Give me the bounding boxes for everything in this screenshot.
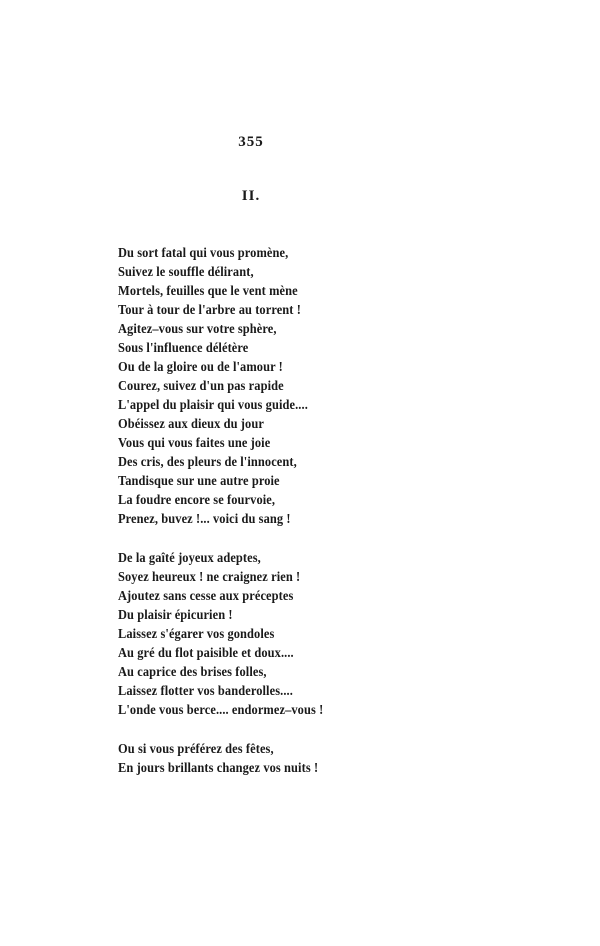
verse-line: Courez, suivez d'un pas rapide	[118, 378, 284, 393]
verse-line: Du plaisir épicurien !	[118, 607, 233, 622]
verse-line: Du sort fatal qui vous promène,	[118, 245, 289, 260]
verse-line: L'onde vous berce.... endormez–vous !	[118, 702, 324, 717]
page-number: 355	[238, 134, 264, 150]
verse-line: L'appel du plaisir qui vous guide....	[118, 397, 308, 412]
verse-line: Au caprice des brises folles,	[118, 664, 267, 679]
verse-line: De la gaîté joyeux adeptes,	[118, 550, 261, 565]
verse-line: Vous qui vous faites une joie	[118, 435, 271, 450]
verse-line: Laissez s'égarer vos gondoles	[118, 626, 275, 641]
verse-line: Tandisque sur une autre proie	[118, 473, 280, 488]
verse-line: En jours brillants changez vos nuits !	[118, 760, 319, 775]
poem	[118, 243, 558, 777]
verse-line: Obéissez aux dieux du jour	[118, 416, 264, 431]
verse-line: Prenez, buvez !... voici du sang !	[118, 511, 291, 526]
verse-line: Ou si vous préférez des fêtes,	[118, 741, 274, 756]
verse-line: Mortels, feuilles que le vent mène	[118, 283, 298, 298]
verse-line: Sous l'influence délétère	[118, 340, 249, 355]
verse-line: Au gré du flot paisible et doux....	[118, 645, 294, 660]
verse-line: Tour à tour de l'arbre au torrent !	[118, 302, 301, 317]
verse-line: Soyez heureux ! ne craignez rien !	[118, 569, 301, 584]
verse-line: Laissez flotter vos banderolles....	[118, 683, 293, 698]
stanza-3	[118, 739, 558, 777]
verse-line: Agitez–vous sur votre sphère,	[118, 321, 277, 336]
verse-line: Ou de la gloire ou de l'amour !	[118, 359, 283, 374]
verse-line: Ajoutez sans cesse aux préceptes	[118, 588, 294, 603]
section-heading: II.	[241, 188, 261, 204]
stanza-2	[118, 548, 558, 719]
verse-line: Des cris, des pleurs de l'innocent,	[118, 454, 297, 469]
stanza-1	[118, 243, 558, 528]
verse-line: La foudre encore se fourvoie,	[118, 492, 276, 507]
verse-line: Suivez le souffle délirant,	[118, 264, 254, 279]
